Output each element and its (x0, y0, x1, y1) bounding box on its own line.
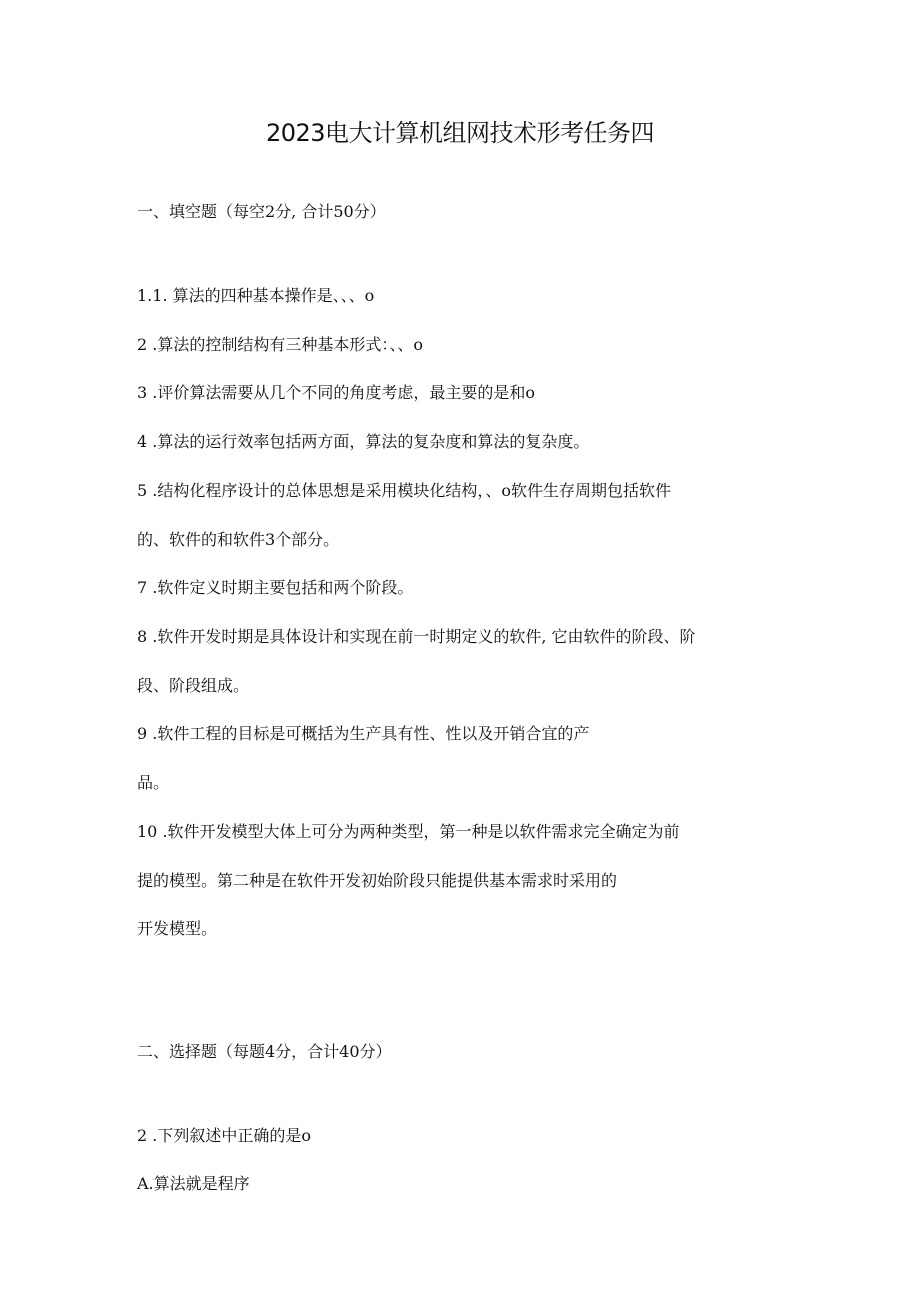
question-line: 5 .结构化程序设计的总体思想是采用模块化结构，、o软件生存周期包括软件 (137, 481, 671, 500)
question-line: 1.1. 算法的四种基本操作是、、、o (137, 286, 375, 305)
question-line: 2 .算法的控制结构有三种基本形式：、、o (137, 335, 423, 354)
answer-option-a: A.算法就是程序 (137, 1174, 250, 1193)
question-line: 2 .下列叙述中正确的是o (137, 1126, 311, 1145)
question-line: 8 .软件开发时期是具体设计和实现在前一时期定义的软件, 它由软件的阶段、阶 (137, 627, 696, 646)
document-title: 2023电大计算机组网技术形考任务四 (265, 119, 655, 147)
question-line-continuation: 的、软件的和软件3个部分。 (137, 530, 340, 549)
question-line-continuation: 品。 (137, 773, 170, 792)
question-line: 7 .软件定义时期主要包括和两个阶段。 (137, 578, 414, 597)
section-heading-choice: 二、选择题（每题4分，合计40分） (137, 1042, 392, 1061)
question-line: 9 .软件工程的目标是可概括为生产具有性、性以及开销合宜的产 (137, 724, 590, 743)
section-heading-fill-blank: 一、填空题（每空2分, 合计50分） (137, 202, 386, 221)
question-line: 4 .算法的运行效率包括两方面，算法的复杂度和算法的复杂度。 (137, 432, 590, 451)
question-line-continuation: 开发模型。 (137, 919, 218, 938)
question-line-continuation: 段、阶段组成。 (137, 676, 250, 695)
question-line: 3 .评价算法需要从几个不同的角度考虑，最主要的是和o (137, 383, 535, 402)
question-line: 10 .软件开发模型大体上可分为两种类型，第一种是以软件需求完全确定为前 (137, 822, 680, 841)
question-line-continuation: 提的模型。第二种是在软件开发初始阶段只能提供基本需求时采用的 (137, 871, 618, 890)
